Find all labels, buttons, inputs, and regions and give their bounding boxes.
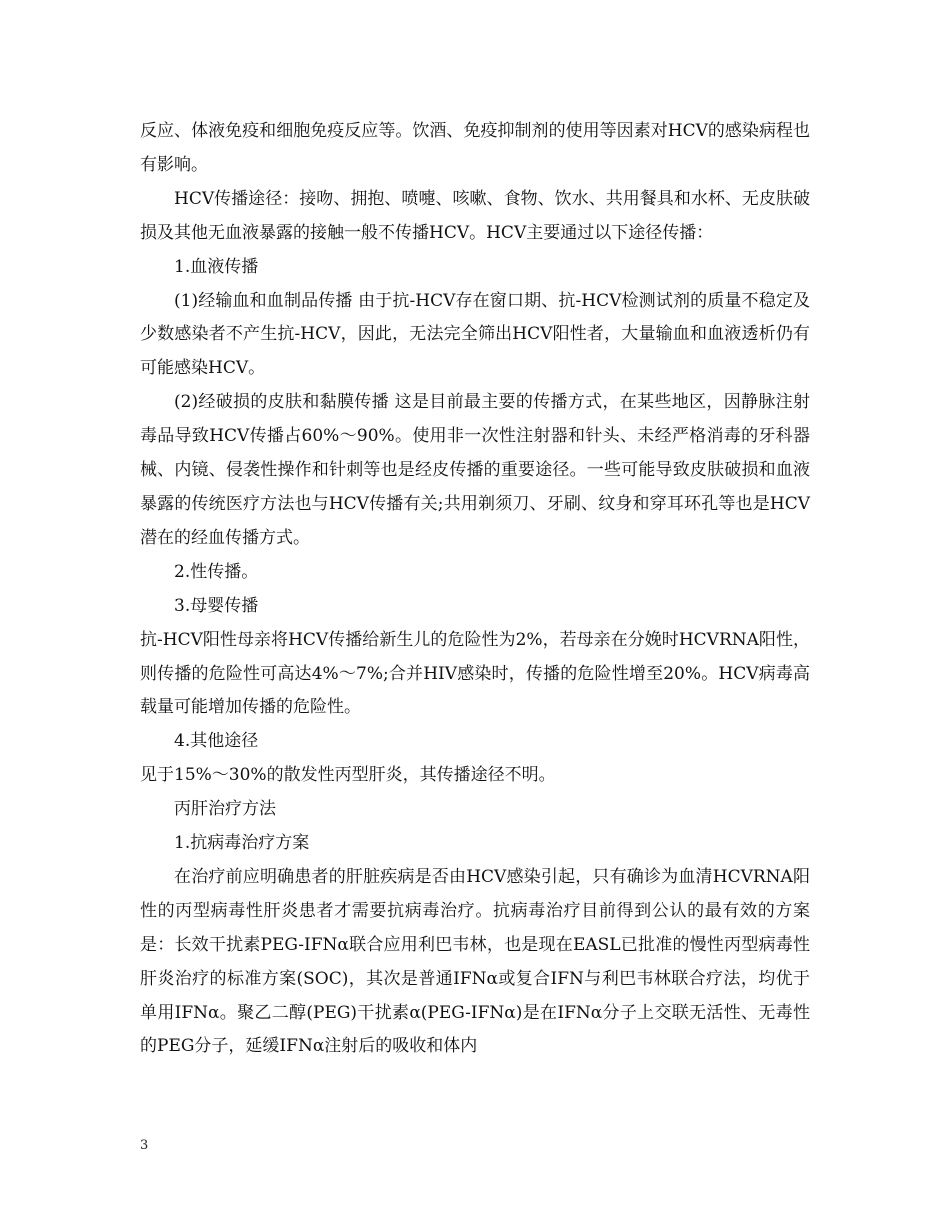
heading-treatment: 丙肝治疗方法	[174, 799, 276, 820]
paragraph-other-routes: 见于15%～30%的散发性丙型肝炎，其传播途径不明。	[140, 765, 556, 786]
heading-blood-transmission: 1.血液传播	[174, 256, 259, 277]
paragraph-antiviral-plan: 在治疗前应明确患者的肝脏疾病是否由HCV感染引起，只有确诊为血清HCVRNA阳性的丙型病毒性肝炎患者才需要抗病毒治疗。抗病毒治疗目前得到公认的最有效的方案是：长效干扰素PEG-IFNα联合应用利巴韦林，也是现在EASL已批准的慢性丙型病毒性肝炎治疗的标准方案(SOC)，其次是普通IFNα或复合IFN与利巴韦林联合疗法，均优于单用IFNα。聚乙二醇(PEG)干扰素α(PEG-IFNα)是在IFNα分子上交联无活性、无毒性的PEG分子，延缓IFNα注射后的吸收和体内	[140, 866, 810, 1057]
paragraph-mother-infant: 抗-HCV阳性母亲将HCV传播给新生儿的危险性为2%，若母亲在分娩时HCVRNA阳性，则传播的危险性可高达4%～7%;合并HIV感染时，传播的危险性增至20%。HCV病毒高载量可能增加传播的危险性。	[140, 629, 810, 718]
heading-other-routes: 4.其他途径	[174, 731, 259, 752]
paragraph-immune-response: 反应、体液免疫和细胞免疫反应等。饮酒、免疫抑制剂的使用等因素对HCV的感染病程也有影响。	[140, 121, 810, 175]
heading-sexual-transmission: 2.性传播。	[174, 561, 259, 582]
page-number: 3	[140, 1138, 149, 1153]
paragraph-transmission-routes: HCV传播途径：接吻、拥抱、喷嚏、咳嗽、食物、饮水、共用餐具和水杯、无皮肤破损及其他无血液暴露的接触一般不传播HCV。HCV主要通过以下途径传播：	[140, 188, 810, 243]
paragraph-skin-mucosa: (2)经破损的皮肤和黏膜传播 这是目前最主要的传播方式，在某些地区，因静脉注射毒品导致HCV传播占60%～90%。使用非一次性注射器和针头、未经严格消毒的牙科器械、内镜、侵袭性操作和针刺等也是经皮传播的重要途径。一些可能导致皮肤破损和血液暴露的传统医疗方法也与HCV传播有关;共用剃须刀、牙刷、纹身和穿耳环孔等也是HCV潜在的经血传播方式。	[140, 392, 810, 548]
heading-antiviral-plan: 1.抗病毒治疗方案	[174, 833, 310, 854]
heading-mother-infant: 3.母婴传播	[174, 595, 259, 616]
paragraph-transfusion: (1)经输血和血制品传播 由于抗-HCV存在窗口期、抗-HCV检测试剂的质量不稳定及少数感染者不产生抗-HCV，因此，无法完全筛出HCV阳性者，大量输血和血液透析仍有可能感染HCV。	[140, 290, 810, 379]
document-body	[140, 115, 810, 1064]
